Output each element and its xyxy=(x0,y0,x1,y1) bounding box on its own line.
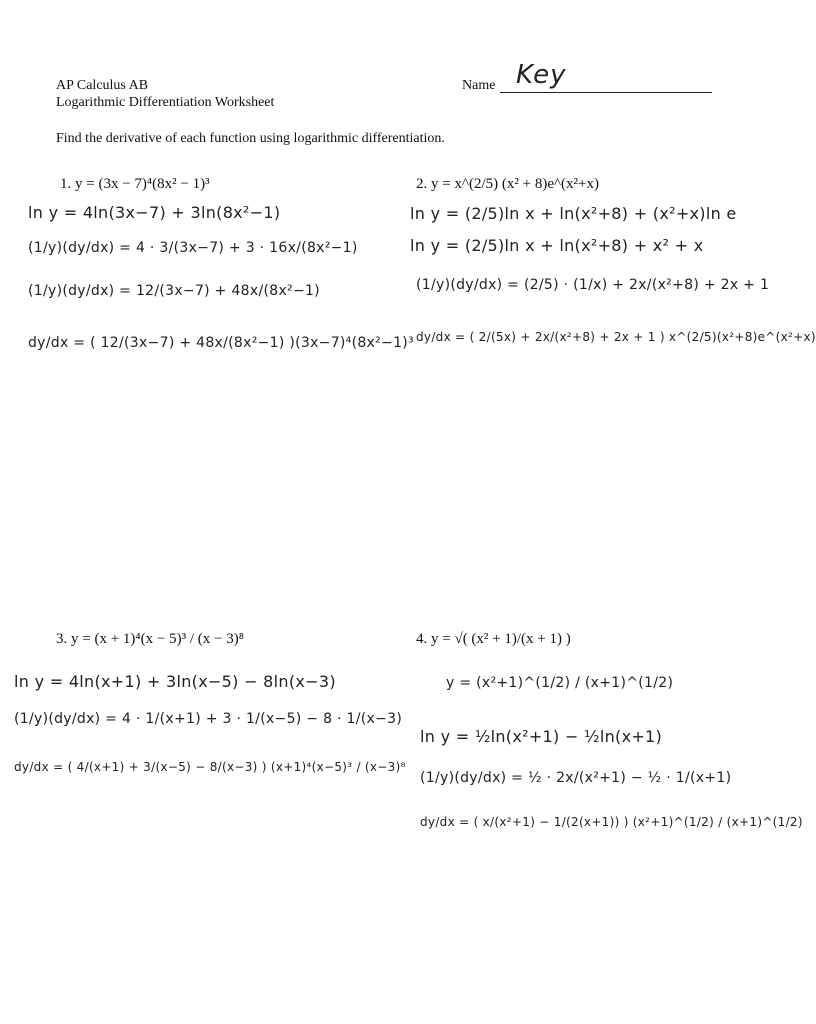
problem-2-step-1: ln y = (2/5)ln x + ln(x²+8) + (x²+x)ln e xyxy=(410,204,737,223)
problem-4-step-2: ln y = ½ln(x²+1) − ½ln(x+1) xyxy=(420,727,663,746)
problem-3-step-3: dy/dx = ( 4/(x+1) + 3/(x−5) − 8/(x−3) ) (x+1)⁴(x−5)³ / (x−3)⁸ xyxy=(14,760,406,774)
problem-4-step-3: (1/y)(dy/dx) = ½ · 2x/(x²+1) − ½ · 1/(x+1) xyxy=(420,770,732,786)
problem-1-step-2: (1/y)(dy/dx) = 4 · 3/(3x−7) + 3 · 16x/(8x²−1) xyxy=(28,240,358,256)
problem-1-label: 1. y = (3x − 7)⁴(8x² − 1)³ xyxy=(60,176,210,192)
problem-3-label: 3. y = (x + 1)⁴(x − 5)³ / (x − 3)⁸ xyxy=(56,631,244,647)
problem-4-step-1: y = (x²+1)^(1/2) / (x+1)^(1/2) xyxy=(446,675,674,691)
instructions: Find the derivative of each function using logarithmic differentiation. xyxy=(56,131,445,146)
name-value-handwritten: Key xyxy=(516,60,567,90)
problem-2-step-3: (1/y)(dy/dx) = (2/5) · (1/x) + 2x/(x²+8) + 2x + 1 xyxy=(416,277,770,293)
worksheet-title: Logarithmic Differentiation Worksheet xyxy=(56,95,275,110)
problem-4-label: 4. y = √( (x² + 1)/(x + 1) ) xyxy=(416,631,571,647)
course-title: AP Calculus AB xyxy=(56,78,149,93)
problem-2-step-4: dy/dx = ( 2/(5x) + 2x/(x²+8) + 2x + 1 ) x^(2/5)(x²+8)e^(x²+x) xyxy=(416,330,816,344)
problem-1-step-3: (1/y)(dy/dx) = 12/(3x−7) + 48x/(8x²−1) xyxy=(28,283,320,299)
problem-1-step-1: ln y = 4ln(3x−7) + 3ln(8x²−1) xyxy=(28,203,281,222)
problem-2-label: 2. y = x^(2/5) (x² + 8)e^(x²+x) xyxy=(416,176,599,192)
problem-4-step-4: dy/dx = ( x/(x²+1) − 1/(2(x+1)) ) (x²+1)^(1/2) / (x+1)^(1/2) xyxy=(420,815,803,829)
problem-1-step-4: dy/dx = ( 12/(3x−7) + 48x/(8x²−1) )(3x−7)⁴(8x²−1)³ xyxy=(28,335,414,351)
problem-2-step-2: ln y = (2/5)ln x + ln(x²+8) + x² + x xyxy=(410,236,704,255)
problem-3-step-1: ln y = 4ln(x+1) + 3ln(x−5) − 8ln(x−3) xyxy=(14,672,336,691)
name-label: Name xyxy=(462,78,496,93)
problem-3-step-2: (1/y)(dy/dx) = 4 · 1/(x+1) + 3 · 1/(x−5) − 8 · 1/(x−3) xyxy=(14,711,403,727)
